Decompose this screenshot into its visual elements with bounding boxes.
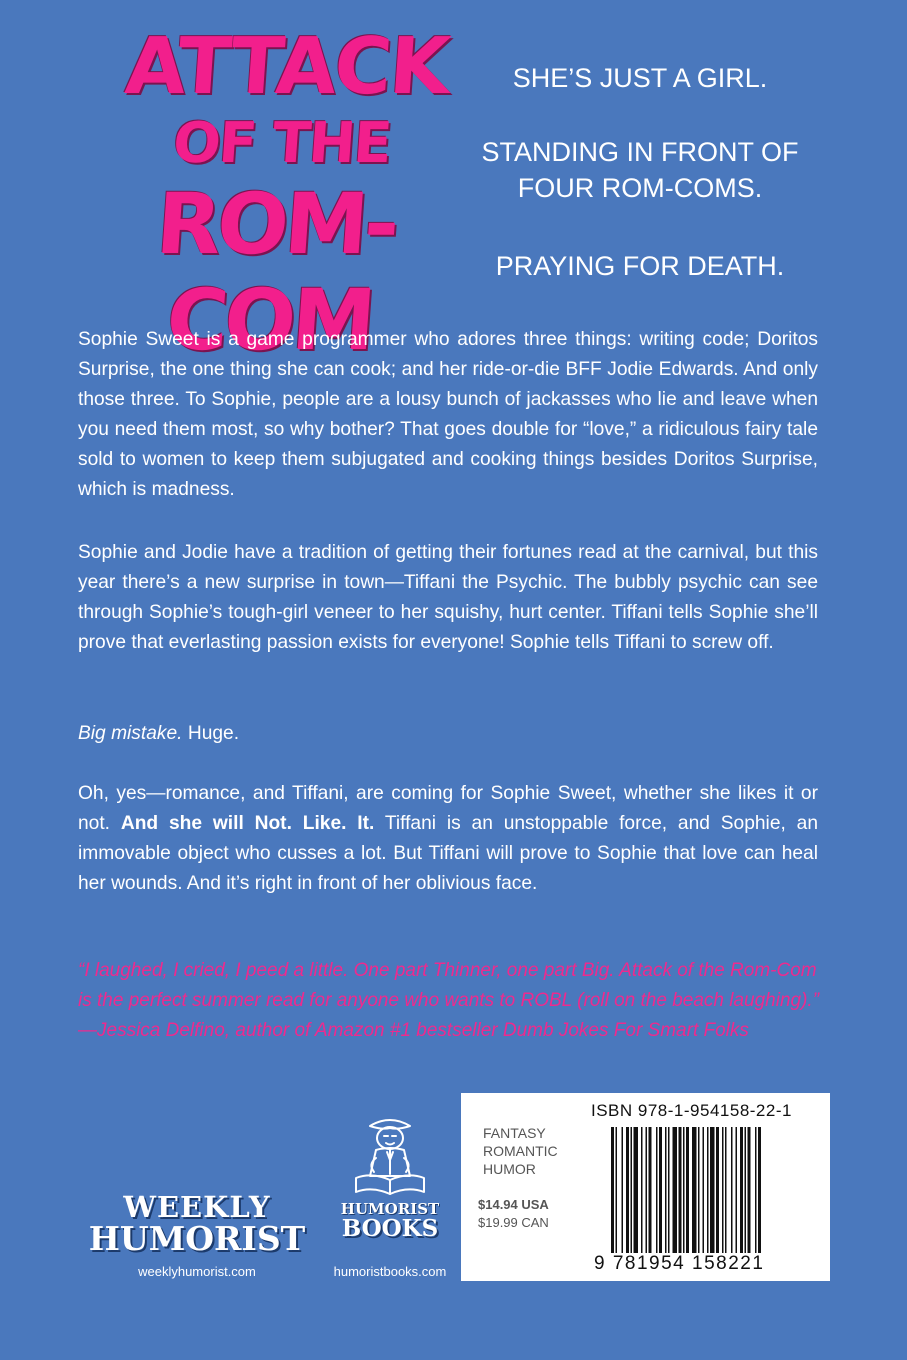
quote-part-b: Thinner [432, 960, 497, 981]
humorist-books-url: humoristbooks.com [333, 1264, 447, 1279]
barcode-stripe [740, 1127, 743, 1253]
barcode-stripe [692, 1127, 697, 1253]
barcode-stripe [703, 1127, 705, 1253]
title-line-1: ATTACK [122, 22, 452, 112]
quote-text [78, 956, 828, 1016]
quote-attribution: —Jessica Delfino, author of Amazon #1 bestseller Dumb Jokes For Smart Folks [78, 1020, 749, 1041]
barcode-stripe [716, 1127, 719, 1253]
barcode-stripe [722, 1127, 724, 1253]
barcode-stripe [679, 1127, 682, 1253]
barcode-stripe [611, 1127, 614, 1253]
barcode-stripe [758, 1127, 761, 1253]
barcode-stripe [616, 1127, 618, 1253]
barcode-stripe [649, 1127, 652, 1253]
huge-text: Huge. [182, 723, 240, 744]
barcode-stripe [626, 1127, 629, 1253]
barcode-stripe [698, 1127, 700, 1253]
barcode-stripe [622, 1127, 624, 1253]
barcode-stripe [668, 1127, 670, 1253]
books-logo-line2: BOOKS [341, 1215, 439, 1242]
barcode-stripe [641, 1127, 643, 1253]
p4-bold: And she will Not. Like. It. [120, 813, 375, 834]
price-usd: $14.94 USA [478, 1197, 549, 1212]
weekly-logo-line2: HUMORIST [88, 1219, 306, 1258]
title-line-2: OF THE [170, 111, 393, 176]
tagline-2b: FOUR ROM-COMS. [517, 173, 763, 203]
p4-part-b: Tiffani is an unstoppable force, and Sophie, an immovable object who cusses a lot. But Tiffani will prove to Sophie that love can heal her wounds. And it’s right in front of her oblivious face. [78, 813, 818, 894]
genre-text [483, 1124, 558, 1178]
barcode-stripe [646, 1127, 648, 1253]
tagline-2a: STANDING IN FRONT OF [481, 137, 799, 167]
humorist-books-logo [328, 1112, 452, 1241]
barcode-stripe [710, 1127, 715, 1253]
weekly-logo-line1: WEEKLY [123, 1190, 271, 1224]
quote-part-d: Big [581, 960, 610, 981]
barcode-stripe [736, 1127, 738, 1253]
barcode-stripe [707, 1127, 709, 1253]
genre-line-3: HUMOR [483, 1161, 536, 1177]
big-mistake-text: Big mistake. [78, 723, 183, 744]
blurb-paragraph-1: Sophie Sweet is a game programmer who adores three things: writing code; Doritos Surprise, the one thing she can cook; and her ride-or-die BFF Jodie Edwards. And only those three. To Sophie, people are a lousy bunch of jackasses who lie and leave when you need them most, so why bother? That goes double for “love,” a ridiculous fairy tale sold to women to keep them subjugated and cooking things besides Doritos Surprise, which is madness. [78, 329, 818, 500]
humorist-mascot-icon [340, 1112, 440, 1196]
barcode-stripe [686, 1127, 689, 1253]
blurb-paragraph-3 [78, 719, 818, 749]
barcode-stripe [634, 1127, 639, 1253]
quote-part-f: Attack of the Rom-Com [619, 960, 817, 981]
quote-part-g: is the perfect summer read for anyone who wants to ROBL (roll on the beach laughing).” [78, 990, 820, 1011]
barcode-stripe [656, 1127, 658, 1253]
barcode-stripe [748, 1127, 751, 1253]
barcode-stripe [725, 1127, 727, 1253]
barcode-stripe [755, 1127, 757, 1253]
genre-line-2: ROMANTIC [483, 1143, 558, 1159]
blurb-paragraph-2: Sophie and Jodie have a tradition of getting their fortunes read at the carnival, but this year there’s a new surprise in town—Tiffani the Psychic. The bubbly psychic can see through Sophie’s tough-girl veneer to her squishy, hurt center. Tiffani tells Sophie she’ll prove that everlasting passion exists for everyone! Sophie tells Tiffani to screw off. [78, 542, 818, 653]
weekly-humorist-url: weeklyhumorist.com [138, 1264, 256, 1279]
barcode-stripe [745, 1127, 747, 1253]
barcode-stripe [731, 1127, 733, 1253]
isbn-text: ISBN 978-1-954158-22-1 [591, 1101, 792, 1120]
barcode-panel [461, 1093, 830, 1281]
tagline-2 [470, 134, 810, 206]
barcode-stripe [683, 1127, 685, 1253]
price-can: $19.99 CAN [478, 1215, 549, 1230]
barcode-stripe [659, 1127, 662, 1253]
barcode-stripe [665, 1127, 667, 1253]
p4-part-a: Oh, yes—romance, and Tiffani, are coming for Sophie Sweet, whether she likes it or not. [78, 783, 818, 834]
weekly-humorist-logo [84, 1192, 310, 1256]
barcode-bars [611, 1127, 811, 1253]
title-line-3: ROM-COM [153, 175, 399, 369]
barcode-stripe [673, 1127, 678, 1253]
quote-part-e: . [609, 960, 620, 981]
blurb-paragraph-4 [78, 779, 818, 899]
tagline-1: SHE’S JUST A GIRL. [512, 63, 768, 93]
barcode-stripe [631, 1127, 633, 1253]
quote-part-c: , one part [496, 960, 582, 981]
books-logo-line1: HUMORIST [340, 1200, 440, 1218]
book-title [96, 22, 460, 368]
genre-line-1: FANTASY [483, 1125, 546, 1141]
tagline-3: PRAYING FOR DEATH. [495, 251, 785, 281]
quote-part-a: “I laughed, I cried, I peed a little. One part [78, 960, 433, 981]
review-quote [78, 956, 828, 1046]
barcode-number: 9 781954 158221 [594, 1253, 765, 1274]
